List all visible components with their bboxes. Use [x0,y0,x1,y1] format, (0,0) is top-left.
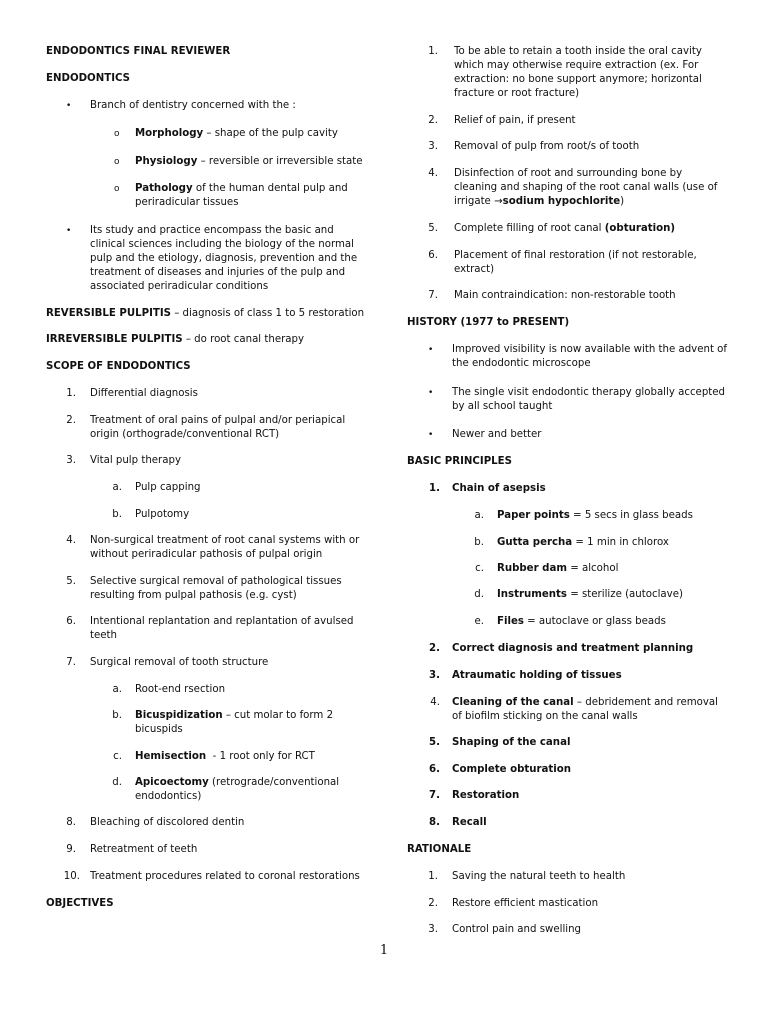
list-number: 1. [66,388,76,399]
list-number: 10. [63,871,80,882]
asepsis-item: Gutta percha = 1 min in chlorox [497,537,669,548]
list-number: 3. [428,924,438,935]
scope-item: Treatment of oral pains of pulpal and/or periapical origin (orthograde/conventional RCT) [90,415,346,440]
objective-item: Disinfection of root and surrounding bone by cleaning and shaping of the root canal walls (use of irrigate →sodium hypochlorite) [454,168,718,207]
surgical-sub-item: Apicoectomy (retrograde/conventional endodontics) [135,777,340,802]
bullet-icon: • [428,430,434,440]
scope-item: Surgical removal of tooth structure [90,657,269,668]
circle-bullet-icon: o [114,184,120,194]
list-letter: a. [112,482,122,493]
scope-item: Differential diagnosis [90,388,198,399]
sub-item: Pathology of the human dental pulp and periradicular tissues [135,183,348,208]
circle-bullet-icon: o [114,157,120,167]
principle-item: Restoration [452,790,520,801]
list-number: 2. [428,898,438,909]
history-item: Newer and better [452,429,542,440]
list-number: 7. [428,290,438,301]
bullet-icon: • [66,101,72,111]
scope-item: Treatment procedures related to coronal restorations [90,871,360,882]
rationale-heading: RATIONALE [407,844,472,855]
list-letter: e. [474,616,484,627]
list-number: 2. [429,643,440,654]
list-number: 5. [428,223,438,234]
history-item: The single visit endodontic therapy globally accepted by all school taught [452,387,726,412]
principle-item: Recall [452,817,487,828]
list-letter: d. [474,589,484,600]
history-heading: HISTORY (1977 to PRESENT) [407,317,570,328]
asepsis-item: Instruments = sterilize (autoclave) [497,589,683,600]
bullet-icon: • [428,345,434,355]
principle-item: Atraumatic holding of tissues [452,670,622,681]
objectives-heading: OBJECTIVES [46,898,114,909]
list-number: 9. [66,844,76,855]
list-number: 2. [428,115,438,126]
objective-item: Removal of pulp from root/s of tooth [454,141,640,152]
list-number: 6. [429,764,440,775]
asepsis-item: Files = autoclave or glass beads [497,616,666,627]
list-number: 3. [428,141,438,152]
list-letter: b. [474,537,484,548]
rationale-item: Control pain and swelling [452,924,582,935]
study-text: Its study and practice encompass the basic and clinical sciences including the biology of the normal pulp and the etiology, diagnosis, prevention and the treatment of diseases and injuries of the pulp and associated periradicular conditions [90,225,358,292]
rationale-item: Restore efficient mastication [452,898,599,909]
objective-item: Complete filling of root canal (obturation) [454,223,675,234]
objective-item: To be able to retain a tooth inside the oral cavity which may otherwise require extraction (ex. For extraction: no bone support anymore; horizontal fracture or root fracture) [454,46,702,99]
vital-sub-item: Pulp capping [135,482,201,493]
surgical-sub-item: Root-end rsection [135,684,226,695]
objective-item: Main contraindication: non-restorable tooth [454,290,676,301]
list-number: 6. [66,616,76,627]
list-number: 5. [429,737,440,748]
principle-item: Correct diagnosis and treatment planning [452,643,694,654]
list-letter: c. [475,563,484,574]
bullet-icon: • [428,388,434,398]
principle-item: Shaping of the canal [452,737,571,748]
list-number: 2. [66,415,76,426]
list-number: 7. [66,657,76,668]
definition-text: Branch of dentistry concerned with the : [90,100,296,111]
document-title: ENDODONTICS FINAL REVIEWER [46,46,231,57]
bullet-icon: • [66,226,72,236]
list-number: 4. [428,168,438,179]
history-item: Improved visibility is now available with the advent of the endodontic microscope [452,344,727,369]
scope-item: Selective surgical removal of pathological tissues resulting from pulpal pathosis (e.g. cyst) [90,576,342,601]
list-letter: a. [474,510,484,521]
section-heading-endodontics: ENDODONTICS [46,73,130,84]
list-letter: b. [112,710,122,721]
asepsis-item: Paper points = 5 secs in glass beads [497,510,693,521]
list-number: 1. [429,483,440,494]
list-letter: b. [112,509,122,520]
scope-item: Retreatment of teeth [90,844,198,855]
list-number: 3. [66,455,76,466]
scope-item: Intentional replantation and replantation of avulsed teeth [90,616,354,641]
scope-item: Non-surgical treatment of root canal systems with or without periradicular pathosis of pulpal origin [90,535,360,560]
surgical-sub-item: Bicuspidization – cut molar to form 2 bicuspids [135,710,334,735]
list-number: 6. [428,250,438,261]
objective-item: Placement of final restoration (if not restorable, extract) [454,250,697,275]
scope-heading: SCOPE OF ENDODONTICS [46,361,191,372]
list-number: 5. [66,576,76,587]
asepsis-item: Rubber dam = alcohol [497,563,619,574]
vital-sub-item: Pulpotomy [135,509,190,520]
rationale-item: Saving the natural teeth to health [452,871,626,882]
principle-item: Chain of asepsis [452,483,546,494]
list-number: 1. [428,871,438,882]
principles-heading: BASIC PRINCIPLES [407,456,512,467]
surgical-sub-item: Hemisection - 1 root only for RCT [135,751,315,762]
list-number: 3. [429,670,440,681]
list-number: 4. [430,697,440,708]
page-number: 1 [379,943,389,958]
principle-item: Complete obturation [452,764,572,775]
list-letter: d. [112,777,122,788]
circle-bullet-icon: o [114,129,120,139]
sub-item: Morphology – shape of the pulp cavity [135,128,338,139]
list-number: 7. [429,790,440,801]
list-number: 1. [428,46,438,57]
list-letter: c. [113,751,122,762]
sub-item: Physiology – reversible or irreversible state [135,156,363,167]
objective-item: Relief of pain, if present [454,115,576,126]
list-letter: a. [112,684,122,695]
irreversible-pulpitis: IRREVERSIBLE PULPITIS – do root canal therapy [46,334,305,345]
arrow-icon: → [494,196,503,207]
list-number: 8. [66,817,76,828]
scope-item: Bleaching of discolored dentin [90,817,245,828]
reversible-pulpitis: REVERSIBLE PULPITIS – diagnosis of class 1 to 5 restoration [46,308,365,319]
scope-item: Vital pulp therapy [90,455,181,466]
list-number: 4. [66,535,76,546]
list-number: 8. [429,817,440,828]
principle-item: Cleaning of the canal – debridement and removal of biofilm sticking on the canal walls [452,697,718,722]
